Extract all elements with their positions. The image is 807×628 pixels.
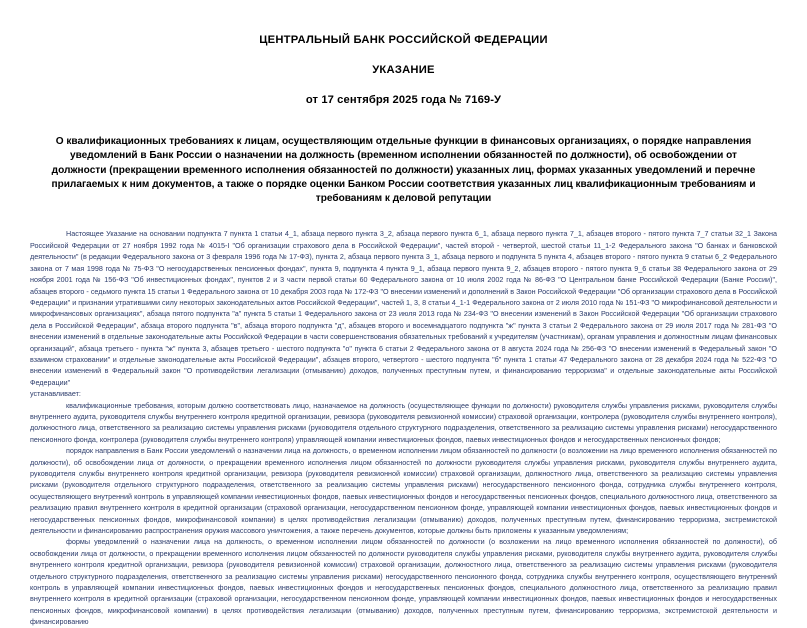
- document-subject-title: О квалификационных требованиях к лицам, осуществляющим отдельные функции в финансовых организациях, о порядке направления уведомлений в Банк России о назначении на должность (временном исполнении обязанностей по должности), об освобождении от должности (прекращении временного исполнения обязанностей по должности) указанных лиц, формах указанных уведомлений и перечне прилагаемых к ним документов, а также о порядке оценки Банком России соответствия указанных лиц квалификационным требованиям и требованиям к деловой репутации: [51, 136, 756, 205]
- document-kind: УКАЗАНИЕ: [372, 64, 435, 76]
- document-body: [30, 228, 777, 627]
- document-date-and-number: от 17 сентября 2025 года № 7169-У: [305, 94, 502, 106]
- paragraph-notification-procedure: порядок направления в Банк России уведомлений о назначении лица на должность, о временном исполнении лицом обязанностей по должности (о возложении на лицо временного исполнения обязанностей по должности), об освобождении лица от должности, о прекращении временного исполнения лицом обязанностей по должности руководителя службы управления рисками, руководителя службы внутреннего аудита, руководителя службы внутреннего контроля кредитной организации, ревизора (руководителя ревизионной комиссии) страховой организации, должностного лица, ответственного за реализацию системы управления рисками (руководителя отдельного структурного подразделения, ответственного за реализацию системы управления рисками) негосударственного пенсионного фонда, сотрудника службы внутреннего контроля, осуществляющего внутренний контроль в управляющей компании инвестиционных фондов, паевых инвестиционных фондов и негосударственных пенсионных фондов, специального должностного лица, ответственного за реализацию правил внутреннего контроля в кредитной организации (страховой организации, негосударственном пенсионном фонде, управляющей компании инвестиционных фондов, паевых инвестиционных фондов и негосударственных пенсионных фондов, микрофинансовой компании) в целях противодействия легализации (отмыванию) доходов, полученных преступным путем, финансированию терроризма, экстремистской деятельности и финансированию распространения оружия массового уничтожения, а также перечень документов, которые должны быть приложены к указанным уведомлениям;: [30, 446, 777, 536]
- paragraph-qualification-requirements: квалификационные требования, которым должно соответствовать лицо, назначаемое на должность (осуществляющее функции по должности) руководителя службы управления рисками, руководителя службы внутреннего аудита, руководителя службы внутреннего контроля кредитной организации, ревизора (руководителя ревизионной комиссии) страховой организации, контролера (руководителя службы внутреннего контроля), должностного лица, ответственного за реализацию системы управления рисками (руководителя отдельного структурного подразделения, ответственного за реализацию системы управления рисками) негосударственного пенсионного фонда, контролера (руководителя службы внутреннего контроля) управляющей компании инвестиционных фондов, паевых инвестиционных фондов и негосударственных пенсионных фондов;: [30, 400, 777, 444]
- document-masthead: [30, 0, 777, 107]
- paragraph-notification-forms: формы уведомлений о назначении лица на должность, о временном исполнении лицом обязанностей по должности (о возложении на лицо временного исполнения обязанностей по должности), об освобождении лица от должности, о прекращении временного исполнения лицом обязанностей по должности руководителя службы управления рисками, руководителя службы внутреннего аудита, руководителя службы внутреннего контроля кредитной организации, ревизора (руководителя ревизионной комиссии) страховой организации, должностного лица, ответственного за реализацию системы управления рисками (руководителя отдельного структурного подразделения, ответственного за реализацию системы управления рисками) негосударственного пенсионного фонда, сотрудника службы внутреннего контроля, осуществляющего внутренний контроль в управляющей компании инвестиционных фондов, паевых инвестиционных фондов и негосударственных пенсионных фондов, специального должностного лица, ответственного за реализацию правил внутреннего контроля в кредитной организации (страховой организации, негосударственном пенсионном фонде, управляющей компании инвестиционных фондов, паевых инвестиционных фондов и негосударственных пенсионных фондов, микрофинансовой компании) в целях противодействия легализации (отмыванию) доходов, полученных преступным путем, финансированию терроризма, экстремистской деятельности и финансированию: [30, 537, 777, 627]
- paragraph-establishes: устанавливает:: [30, 389, 81, 399]
- paragraph-preamble: Настоящее Указание на основании подпункта 7 пункта 1 статьи 4_1, абзаца первого пункта 3_2, абзаца первого пункта 6_1, абзаца первого пункта 7_1, абзацев второго - пятого пункта 7_7 статьи 32_1 Закона Российской Федерации от 27 ноября 1992 года № 4015-I "Об организации страхового дела в Российской Федерации", частей второй - четвертой, шестой статьи 11_1-2 Федерального закона "О банках и банковской деятельности" (в редакции Федерального закона от 3 февраля 1996 года № 17-ФЗ), пункта 2, абзаца первого пункта 3_1, абзаца первого и подпункта 5 пункта 4, абзацев второго - пятого пункта 9 статьи 6_2 Федерального закона от 7 мая 1998 года № 75-ФЗ "О негосударственных пенсионных фондах", пункта 9, подпункта 4 пункта 9_1, абзаца первого пункта 9_2, абзацев второго - пятого пункта 9_6 статьи 38 Федерального закона от 29 ноября 2001 года № 156-ФЗ "Об инвестиционных фондах", пунктов 2 и 3 части первой статьи 60 Федерального закона от 10 июля 2002 года № 86-ФЗ "О Центральном банке Российской Федерации (Банке России)", абзацев второго - седьмого пункта 15 статьи 1 Федерального закона от 10 декабря 2003 года № 172-ФЗ "О внесении изменений и дополнений в Закон Российской Федерации "Об организации страхового дела в Российской Федерации" и признании утратившими силу некоторых законодательных актов Российской Федерации", частей 1, 3, 8 статьи 4_1-1 Федерального закона от 2 июля 2010 года № 151-ФЗ "О микрофинансовой деятельности и микрофинансовых организациях", абзаца пятого подпункта "а" пункта 5 статьи 1 Федерального закона от 23 июля 2013 года № 234-ФЗ "О внесении изменений в Закон Российской Федерации "Об организации страхового дела в Российской Федерации", абзаца второго подпункта "в", абзаца второго подпункта "д", абзацев второго и восемнадцатого подпункта "ж" пункта 3 статьи 2 Федерального закона от 29 июля 2017 года № 281-ФЗ "О внесении изменений в отдельные законодательные акты Российской Федерации в части совершенствования обязательных требований к учредителям (участникам), органам управления и должностным лицам финансовых организаций", абзаца третьего - пункта "ж" пункта 3, абзацев третьего - шестого подпункта "о" пункта 6 статьи 2 Федерального закона от 8 августа 2024 года № 256-ФЗ "О внесении изменений в Федеральный закон "О взаимном страховании" и отдельные законодательные акты Российской Федерации", абзацев второго, четвертого - шестого подпункта "б" пункта 1 статьи 47 Федерального закона от 28 декабря 2024 года № 522-ФЗ "О внесении изменений в Федеральный закон "О противодействии легализации (отмыванию) доходов, полученных преступным путем, и финансированию терроризма" и отдельные законодательные акты Российской Федерации": [30, 229, 777, 387]
- issuing-organization: ЦЕНТРАЛЬНЫЙ БАНК РОССИЙСКОЙ ФЕДЕРАЦИИ: [259, 34, 548, 46]
